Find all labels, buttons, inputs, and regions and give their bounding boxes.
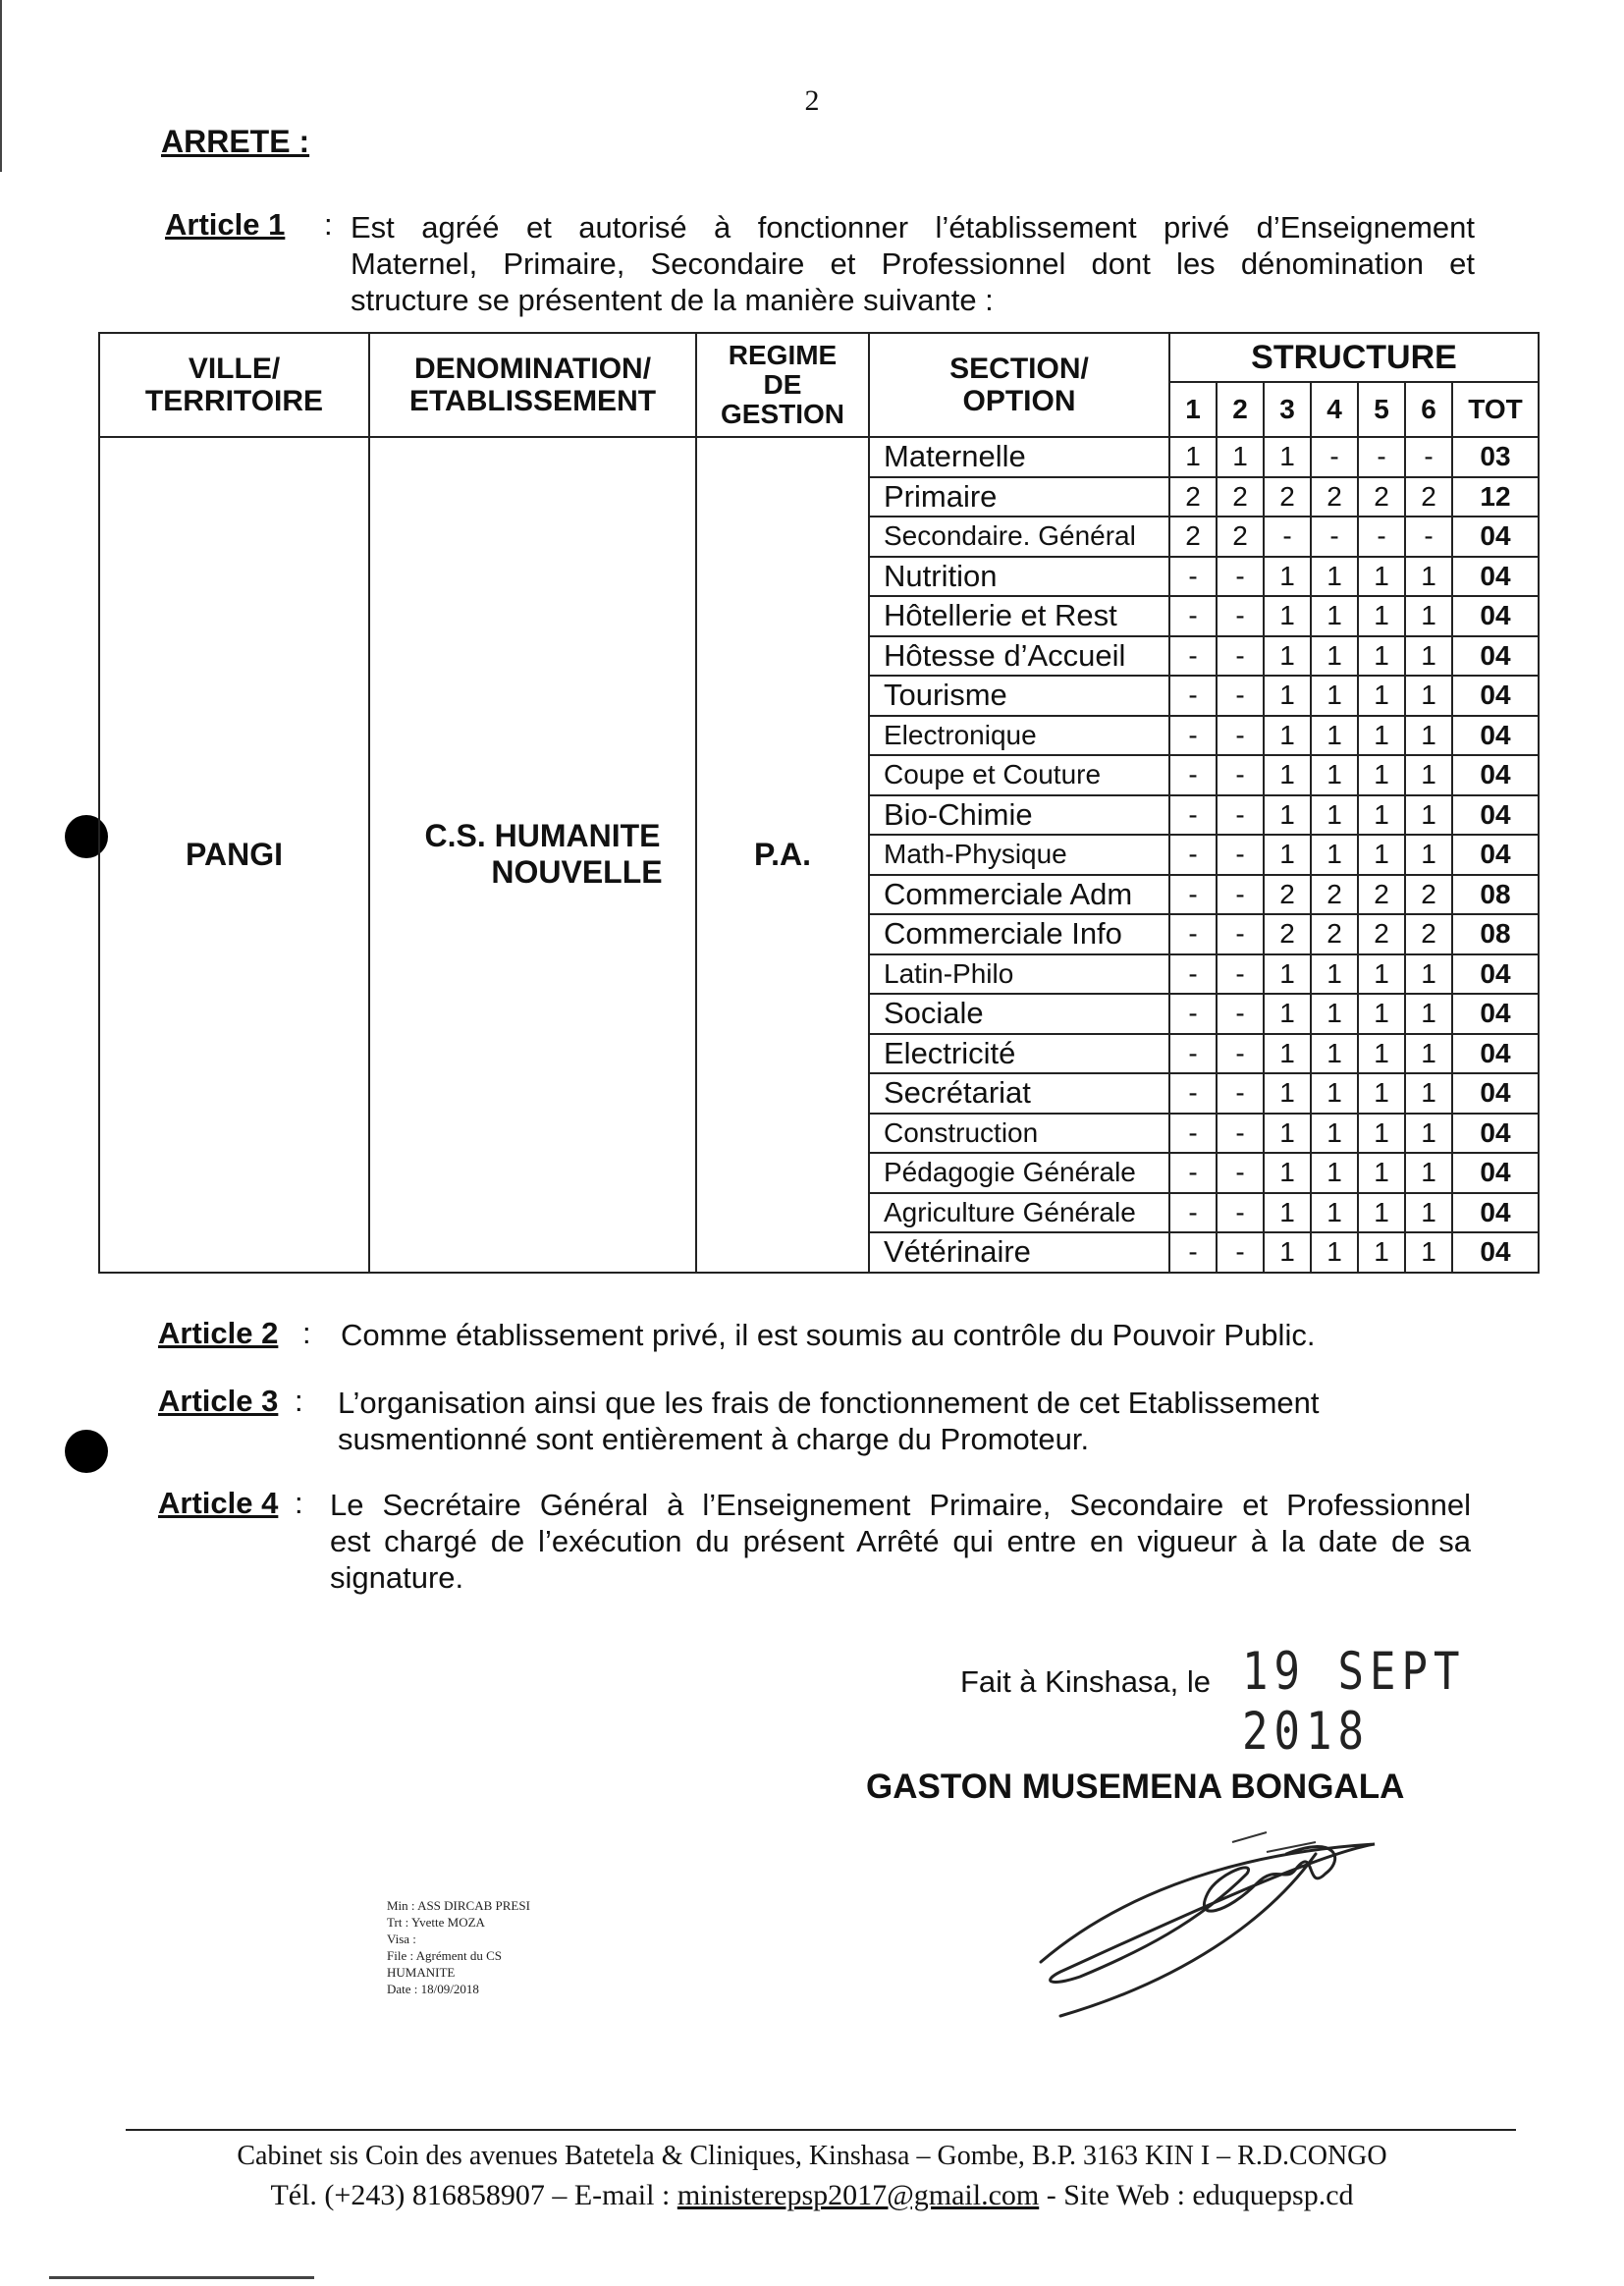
cell-year-5: 1 [1358, 795, 1405, 836]
cell-year-2: - [1217, 596, 1264, 636]
cell-year-6: 1 [1405, 1153, 1452, 1193]
cell-year-3: 1 [1264, 676, 1311, 716]
cell-year-6: 1 [1405, 1232, 1452, 1273]
footer-email-link[interactable]: ministerepsp2017@gmail.com [677, 2179, 1040, 2211]
cell-year-4: 1 [1311, 1114, 1358, 1154]
header-structure: STRUCTURE [1169, 333, 1539, 382]
article-3-label: Article 3 [158, 1384, 279, 1418]
cell-year-6: 1 [1405, 716, 1452, 756]
cell-year-5: 2 [1358, 477, 1405, 517]
cell-year-4: 1 [1311, 954, 1358, 995]
cell-year-4: - [1311, 437, 1358, 477]
header-col-3: 3 [1264, 382, 1311, 437]
header-section: SECTION/ OPTION [869, 333, 1169, 437]
cell-year-2: - [1217, 1114, 1264, 1154]
cell-year-4: 1 [1311, 755, 1358, 795]
article-1-line-3: structure se présentent de la manière suivante : [351, 283, 994, 317]
cell-total: 04 [1452, 1073, 1539, 1114]
cell-section: Coupe et Couture [869, 755, 1169, 795]
cell-year-6: 2 [1405, 914, 1452, 954]
heading-arrete: ARRETE : [161, 124, 310, 159]
cell-year-1: - [1169, 1034, 1217, 1074]
cell-section: Maternelle [869, 437, 1169, 477]
cell-year-2: - [1217, 676, 1264, 716]
scan-edge-mark [49, 2276, 314, 2279]
cell-year-4: 2 [1311, 875, 1358, 915]
cell-year-3: 1 [1264, 1153, 1311, 1193]
cell-year-2: 1 [1217, 437, 1264, 477]
cell-year-3: 1 [1264, 994, 1311, 1034]
cell-year-3: 2 [1264, 914, 1311, 954]
cell-year-3: 1 [1264, 1073, 1311, 1114]
cell-section: Commerciale Info [869, 914, 1169, 954]
structure-table [98, 332, 1540, 1274]
cell-year-6: 2 [1405, 477, 1452, 517]
header-denomination: DENOMINATION/ ETABLISSEMENT [369, 333, 696, 437]
cell-year-5: 1 [1358, 835, 1405, 875]
cell-year-1: - [1169, 596, 1217, 636]
cell-year-5: 1 [1358, 676, 1405, 716]
cell-year-4: 1 [1311, 1073, 1358, 1114]
cell-total: 04 [1452, 596, 1539, 636]
cell-year-6: - [1405, 517, 1452, 557]
signature-graphic [1021, 1815, 1404, 2031]
cell-year-4: 1 [1311, 636, 1358, 677]
article-3-line-2: susmentionné sont entièrement à charge du Promoteur. [338, 1422, 1090, 1456]
header-col-tot: TOT [1452, 382, 1539, 437]
cell-total: 04 [1452, 835, 1539, 875]
cell-section: Secondaire. Général [869, 517, 1169, 557]
cell-regime: P.A. [696, 437, 869, 1273]
table-row [99, 437, 1539, 477]
article-3 [0, 1383, 1624, 1461]
cell-year-2: - [1217, 557, 1264, 597]
cell-section: Construction [869, 1114, 1169, 1154]
cell-year-5: 1 [1358, 1193, 1405, 1233]
cell-year-5: 1 [1358, 755, 1405, 795]
cell-year-1: - [1169, 636, 1217, 677]
cell-total: 04 [1452, 517, 1539, 557]
header-col-1: 1 [1169, 382, 1217, 437]
cell-year-1: 1 [1169, 437, 1217, 477]
article-1-line-1: Est agréé et autorisé à fonctionner l’établissement privé d’Enseignement [351, 210, 1475, 245]
cell-section: Pédagogie Générale [869, 1153, 1169, 1193]
article-1 [0, 206, 1624, 324]
cell-year-1: - [1169, 835, 1217, 875]
header-ville: VILLE/ TERRITOIRE [99, 333, 369, 437]
cell-total: 04 [1452, 755, 1539, 795]
cell-year-1: - [1169, 1114, 1217, 1154]
footer-address: Cabinet sis Coin des avenues Batetela & Cliniques, Kinshasa – Gombe, B.P. 3163 KIN I – R.D.CONGO [237, 2141, 1387, 2171]
cell-year-1: 2 [1169, 477, 1217, 517]
cell-year-2: - [1217, 755, 1264, 795]
cell-year-5: 1 [1358, 1034, 1405, 1074]
cell-year-4: 1 [1311, 1034, 1358, 1074]
cell-year-3: 2 [1264, 875, 1311, 915]
cell-year-3: 1 [1264, 1232, 1311, 1273]
cell-year-5: - [1358, 437, 1405, 477]
cell-total: 04 [1452, 954, 1539, 995]
cell-year-1: - [1169, 875, 1217, 915]
cell-year-5: 1 [1358, 1073, 1405, 1114]
cell-year-6: 1 [1405, 1073, 1452, 1114]
cell-year-4: 1 [1311, 795, 1358, 836]
cell-year-2: 2 [1217, 477, 1264, 517]
cell-year-3: 1 [1264, 755, 1311, 795]
cell-year-2: - [1217, 835, 1264, 875]
cell-total: 04 [1452, 1114, 1539, 1154]
cell-year-1: - [1169, 795, 1217, 836]
cell-year-2: - [1217, 954, 1264, 995]
cell-year-6: 1 [1405, 835, 1452, 875]
cell-section: Tourisme [869, 676, 1169, 716]
cell-year-5: 2 [1358, 914, 1405, 954]
cell-section: Vétérinaire [869, 1232, 1169, 1273]
cell-year-4: 1 [1311, 676, 1358, 716]
footer-contact [0, 2176, 1624, 2215]
cell-year-1: - [1169, 1073, 1217, 1114]
cell-year-6: 1 [1405, 954, 1452, 995]
cell-year-3: 1 [1264, 1193, 1311, 1233]
cell-year-3: 1 [1264, 835, 1311, 875]
article-4 [0, 1485, 1624, 1603]
cell-year-3: - [1264, 517, 1311, 557]
cell-year-3: 2 [1264, 477, 1311, 517]
cell-year-5: 1 [1358, 954, 1405, 995]
cell-total: 04 [1452, 1232, 1539, 1273]
cell-total: 04 [1452, 795, 1539, 836]
routing-visa: Visa : [387, 1932, 416, 1946]
cell-year-5: 1 [1358, 1114, 1405, 1154]
cell-year-2: - [1217, 636, 1264, 677]
cell-total: 03 [1452, 437, 1539, 477]
cell-year-3: 1 [1264, 596, 1311, 636]
cell-section: Math-Physique [869, 835, 1169, 875]
cell-year-4: 1 [1311, 716, 1358, 756]
cell-year-6: 1 [1405, 994, 1452, 1034]
cell-year-4: 2 [1311, 914, 1358, 954]
cell-year-4: 1 [1311, 1153, 1358, 1193]
cell-section: Sociale [869, 994, 1169, 1034]
cell-year-2: 2 [1217, 517, 1264, 557]
cell-year-4: 1 [1311, 1232, 1358, 1273]
stamped-date: 19 SEPT 2018 [1242, 1641, 1466, 1763]
signature-stroke [1041, 1844, 1375, 2016]
cell-year-5: 1 [1358, 557, 1405, 597]
cell-total: 04 [1452, 676, 1539, 716]
cell-year-1: - [1169, 914, 1217, 954]
cell-section: Bio-Chimie [869, 795, 1169, 836]
footer-tel: Tél. (+243) 816858907 – E-mail : [270, 2179, 671, 2211]
article-2-colon: : [302, 1316, 311, 1350]
cell-year-4: 1 [1311, 1193, 1358, 1233]
cell-section: Hôtellerie et Rest [869, 596, 1169, 636]
cell-year-2: - [1217, 1073, 1264, 1114]
cell-year-2: - [1217, 994, 1264, 1034]
cell-section: Latin-Philo [869, 954, 1169, 995]
cell-year-2: - [1217, 795, 1264, 836]
cell-year-4: 1 [1311, 835, 1358, 875]
cell-year-6: 1 [1405, 795, 1452, 836]
cell-year-1: - [1169, 954, 1217, 995]
cell-year-4: 1 [1311, 596, 1358, 636]
header-regime: REGIME DE GESTION [696, 333, 869, 437]
cell-section: Electronique [869, 716, 1169, 756]
cell-year-6: - [1405, 437, 1452, 477]
cell-year-3: 1 [1264, 954, 1311, 995]
cell-total: 04 [1452, 1153, 1539, 1193]
cell-year-2: - [1217, 716, 1264, 756]
footer-site: - Site Web : eduquepsp.cd [1046, 2179, 1354, 2211]
cell-year-1: - [1169, 557, 1217, 597]
cell-year-1: 2 [1169, 517, 1217, 557]
cell-year-3: 1 [1264, 716, 1311, 756]
article-1-label: Article 1 [165, 207, 286, 242]
routing-file: File : Agrément du CS [387, 1948, 502, 1963]
cell-year-5: 1 [1358, 1232, 1405, 1273]
cell-year-1: - [1169, 994, 1217, 1034]
cell-year-2: - [1217, 875, 1264, 915]
cell-year-4: 2 [1311, 477, 1358, 517]
cell-total: 08 [1452, 914, 1539, 954]
cell-year-6: 1 [1405, 557, 1452, 597]
article-3-colon: : [295, 1384, 303, 1418]
cell-year-6: 1 [1405, 1034, 1452, 1074]
cell-year-5: 2 [1358, 875, 1405, 915]
cell-section: Secrétariat [869, 1073, 1169, 1114]
cell-denomination [369, 437, 696, 1273]
cell-year-3: 1 [1264, 557, 1311, 597]
cell-section: Electricité [869, 1034, 1169, 1074]
cell-year-5: 1 [1358, 994, 1405, 1034]
cell-year-5: 1 [1358, 596, 1405, 636]
signer-name: GASTON MUSEMENA BONGALA [866, 1768, 1405, 1806]
cell-section: Nutrition [869, 557, 1169, 597]
cell-year-4: - [1311, 517, 1358, 557]
article-1-colon: : [324, 207, 333, 242]
header-col-6: 6 [1405, 382, 1452, 437]
cell-year-6: 1 [1405, 1193, 1452, 1233]
place-date-label: Fait à Kinshasa, le [960, 1664, 1212, 1699]
cell-year-2: - [1217, 1153, 1264, 1193]
cell-year-2: - [1217, 914, 1264, 954]
article-2-label: Article 2 [158, 1316, 279, 1350]
denomination-line-1: C.S. HUMANITE [424, 818, 661, 854]
article-4-line-1: Le Secrétaire Général à l’Enseignement Primaire, Secondaire et Professionnel [330, 1488, 1471, 1522]
cell-total: 04 [1452, 557, 1539, 597]
cell-year-5: 1 [1358, 716, 1405, 756]
cell-year-4: 1 [1311, 557, 1358, 597]
routing-min: Min : ASS DIRCAB PRESI [387, 1898, 530, 1913]
cell-year-3: 1 [1264, 795, 1311, 836]
cell-year-6: 1 [1405, 755, 1452, 795]
article-4-line-2: est chargé de l’exécution du présent Arrêté qui entre en vigueur à la date de sa [330, 1524, 1471, 1558]
article-1-line-2: Maternel, Primaire, Secondaire et Professionnel dont les dénomination et [351, 246, 1475, 281]
cell-year-3: 1 [1264, 1114, 1311, 1154]
header-col-4: 4 [1311, 382, 1358, 437]
cell-year-5: 1 [1358, 636, 1405, 677]
article-4-colon: : [295, 1486, 303, 1520]
cell-year-4: 1 [1311, 994, 1358, 1034]
cell-year-5: - [1358, 517, 1405, 557]
routing-date: Date : 18/09/2018 [387, 1982, 479, 1996]
routing-file-cont: HUMANITE [387, 1965, 456, 1980]
cell-year-6: 1 [1405, 636, 1452, 677]
cell-year-6: 1 [1405, 676, 1452, 716]
cell-year-2: - [1217, 1193, 1264, 1233]
cell-ville: PANGI [99, 437, 369, 1273]
cell-year-2: - [1217, 1034, 1264, 1074]
cell-year-6: 2 [1405, 875, 1452, 915]
header-col-2: 2 [1217, 382, 1264, 437]
cell-year-1: - [1169, 1232, 1217, 1273]
cell-section: Hôtesse d’Accueil [869, 636, 1169, 677]
article-3-line-1: L’organisation ainsi que les frais de fonctionnement de cet Etablissement [338, 1386, 1320, 1420]
cell-total: 04 [1452, 636, 1539, 677]
cell-total: 04 [1452, 1193, 1539, 1233]
article-4-line-3: signature. [330, 1560, 464, 1595]
cell-year-3: 1 [1264, 437, 1311, 477]
article-2-line-1: Comme établissement privé, il est soumis au contrôle du Pouvoir Public. [341, 1318, 1316, 1352]
cell-year-2: - [1217, 1232, 1264, 1273]
article-2 [0, 1315, 1624, 1354]
cell-total: 04 [1452, 994, 1539, 1034]
routing-trt: Trt : Yvette MOZA [387, 1915, 485, 1930]
footer-divider [126, 2129, 1516, 2131]
routing-note [387, 1897, 530, 1997]
cell-year-6: 1 [1405, 1114, 1452, 1154]
header-col-5: 5 [1358, 382, 1405, 437]
article-4-label: Article 4 [158, 1486, 279, 1520]
cell-total: 08 [1452, 875, 1539, 915]
cell-year-1: - [1169, 676, 1217, 716]
cell-year-3: 1 [1264, 636, 1311, 677]
cell-section: Commerciale Adm [869, 875, 1169, 915]
cell-total: 04 [1452, 716, 1539, 756]
cell-year-5: 1 [1358, 1153, 1405, 1193]
cell-year-1: - [1169, 716, 1217, 756]
denomination-line-2: NOUVELLE [491, 854, 663, 891]
page-number: 2 [804, 84, 820, 117]
cell-year-1: - [1169, 1193, 1217, 1233]
cell-year-1: - [1169, 755, 1217, 795]
cell-total: 12 [1452, 477, 1539, 517]
cell-total: 04 [1452, 1034, 1539, 1074]
cell-year-1: - [1169, 1153, 1217, 1193]
cell-year-6: 1 [1405, 596, 1452, 636]
cell-year-3: 1 [1264, 1034, 1311, 1074]
cell-section: Primaire [869, 477, 1169, 517]
cell-section: Agriculture Générale [869, 1193, 1169, 1233]
